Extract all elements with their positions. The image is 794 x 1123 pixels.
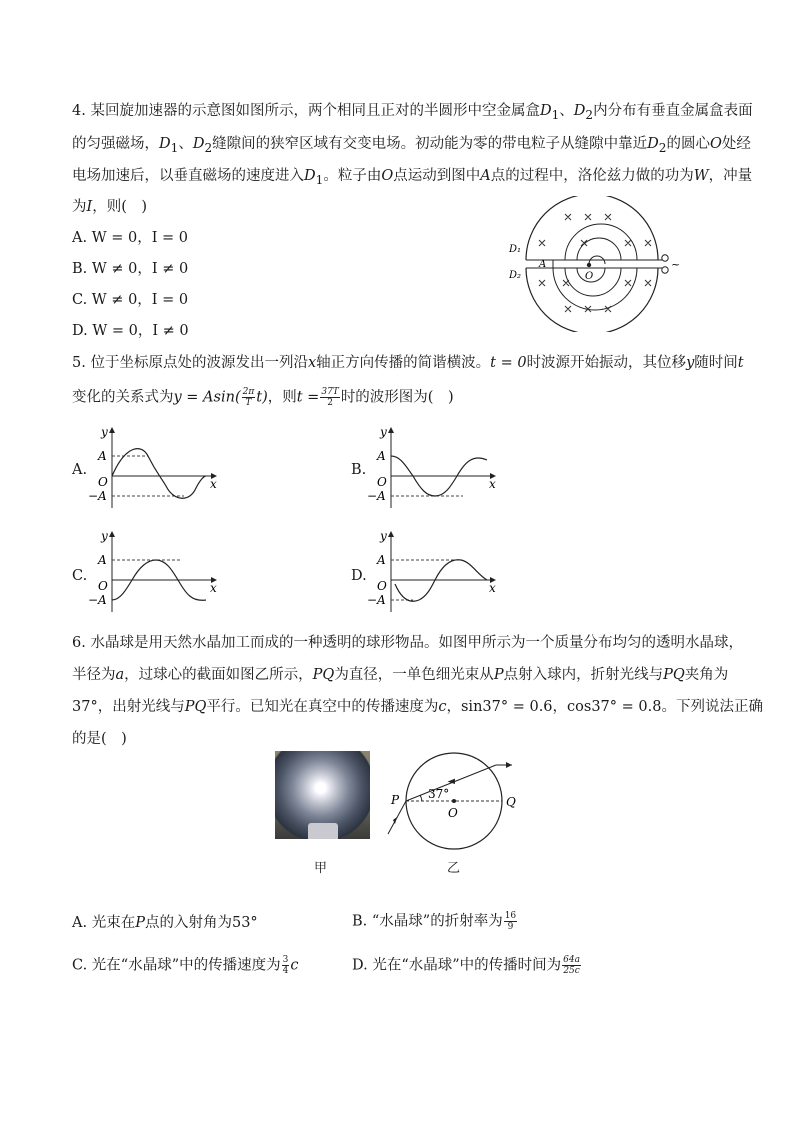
ray-arrow xyxy=(506,762,512,768)
q5-text: 时波源开始振动，其位移 xyxy=(526,355,687,371)
q4-text: 电场加速后，以垂直磁场的速度进入 xyxy=(72,168,304,184)
q4-text: I xyxy=(86,199,93,215)
q4-text: 2 xyxy=(658,140,667,155)
q6-text: a xyxy=(115,667,125,683)
option-text: 64a xyxy=(563,955,580,965)
option-text: P xyxy=(135,915,145,931)
option-text: 25c xyxy=(563,966,580,976)
q4-text: 处经 xyxy=(721,136,751,152)
fraction xyxy=(282,955,290,976)
option-text: W = 0，I ≠ 0 xyxy=(92,323,189,339)
q4-option-a[interactable] xyxy=(72,228,188,248)
option-label: B. xyxy=(72,261,88,277)
q4-text: 2 xyxy=(204,140,213,155)
q5-option-a-label[interactable]: A. xyxy=(72,462,88,478)
point-o-label: O xyxy=(448,806,458,820)
q5-option-c-label[interactable]: C. xyxy=(72,568,88,584)
option-label: A. xyxy=(72,230,88,246)
figure-yi-caption: 乙 xyxy=(447,861,461,876)
photo-stand xyxy=(308,823,338,839)
wave-graph-d[interactable] xyxy=(365,528,505,616)
neg-a-label: −A xyxy=(367,489,386,503)
q4-text: D xyxy=(159,136,171,152)
q6-text: 6. 水晶球是用天然水晶加工而成的一种透明的球形物品。如图甲所示为一个质量分布均匀的透明水晶球， xyxy=(72,635,743,651)
q5-text: t) xyxy=(256,389,268,406)
terminal xyxy=(662,267,668,273)
q5-stem-line1 xyxy=(72,353,744,373)
y-label: y xyxy=(101,529,108,543)
q4-text: 缝隙间的狭窄区域有交变电场。初动能为零的带电粒子从缝隙中靠近 xyxy=(212,136,648,152)
option-label: C. xyxy=(72,292,88,308)
option-text: W ≠ 0，I ≠ 0 xyxy=(91,261,189,277)
q6-text: c xyxy=(438,699,447,715)
q5-text: y = Asin( xyxy=(173,389,241,406)
terminal xyxy=(662,255,668,261)
o-label: O xyxy=(377,579,387,593)
a-label: A xyxy=(98,449,107,463)
q4-text: ，则( ) xyxy=(92,199,148,215)
a-label: A xyxy=(377,449,386,463)
ac-symbol: ~ xyxy=(671,258,681,271)
x-label: x xyxy=(489,581,496,595)
q4-text: 1 xyxy=(551,107,560,122)
q4-stem-line4 xyxy=(72,197,147,217)
angle-arc xyxy=(420,795,422,801)
x-label: x xyxy=(210,477,217,491)
q5-option-d-label[interactable]: D. xyxy=(351,568,367,584)
q6-text: 夹角为 xyxy=(684,667,729,683)
q4-text: O xyxy=(709,136,722,152)
fraction xyxy=(242,387,256,408)
q6-text: 平行。已知光在真空中的传播速度为 xyxy=(206,699,439,715)
y-axis-arrow xyxy=(109,531,115,537)
q5-text: t = xyxy=(296,389,320,406)
q5-text: 变化的关系式为 xyxy=(72,389,174,406)
x-label: x xyxy=(210,581,217,595)
wave-graph-b[interactable] xyxy=(365,424,505,512)
q5-text: 随时间 xyxy=(694,355,738,371)
q6-text: 37°，出射光线与 xyxy=(72,699,185,715)
q5-text: t = 0 xyxy=(490,355,527,371)
option-text: 9 xyxy=(507,922,514,932)
q4-text: D xyxy=(304,168,316,184)
q4-text: D xyxy=(192,136,205,152)
field-crosses xyxy=(539,214,651,312)
wave-curve xyxy=(112,449,206,499)
q5-stem-line2 xyxy=(72,387,454,408)
q6-stem-line4 xyxy=(72,729,127,749)
q5-text: T xyxy=(245,398,252,408)
q4-text: 、 xyxy=(559,103,574,119)
q6-option-a[interactable] xyxy=(72,913,258,933)
q6-text: 点射入球内，折射光线与 xyxy=(503,667,664,683)
q6-text: 半径为 xyxy=(72,667,116,683)
q6-text: ，过球心的截面如图乙所示， xyxy=(124,667,313,683)
y-axis-arrow xyxy=(388,427,394,433)
option-label: D. xyxy=(72,323,88,339)
crystal-ball-photo xyxy=(275,751,370,839)
q5-text: 5. 位于坐标原点处的波源发出一列沿 xyxy=(72,355,308,371)
wave-graph-a[interactable] xyxy=(86,424,226,512)
option-text: c xyxy=(290,957,299,974)
q4-text: 2 xyxy=(585,107,594,122)
q4-stem-line3 xyxy=(72,166,752,190)
option-text: C. 光在“水晶球”中的传播速度为 xyxy=(72,957,281,974)
q4-text: 的匀强磁场， xyxy=(72,136,159,152)
cyclotron-figure xyxy=(505,196,695,332)
q6-option-c[interactable] xyxy=(72,955,298,976)
fraction xyxy=(504,911,517,932)
d2-label: D₂ xyxy=(509,270,522,281)
option-text: 4 xyxy=(282,966,289,976)
figure-jia-caption: 甲 xyxy=(314,861,328,876)
y-label: y xyxy=(380,529,387,543)
fraction xyxy=(320,387,339,408)
q6-option-d[interactable] xyxy=(352,955,582,976)
q4-text: W xyxy=(693,168,709,184)
wave-graph-c[interactable] xyxy=(86,528,226,616)
o-label: O xyxy=(98,579,108,593)
y-label: y xyxy=(380,425,387,439)
q5-text: 2 xyxy=(327,398,333,408)
q4-text: A xyxy=(480,168,491,184)
q6-text: PQ xyxy=(184,699,207,715)
point-a-label: A xyxy=(539,259,547,270)
q5-option-b-label[interactable]: B. xyxy=(351,462,367,478)
q6-text: PQ xyxy=(312,667,335,683)
option-text: 3 xyxy=(282,955,289,965)
q4-text: D xyxy=(539,103,552,119)
y-axis-arrow xyxy=(109,427,115,433)
q4-text: 点的过程中，洛伦兹力做的功为 xyxy=(490,168,694,184)
refracted-ray xyxy=(406,765,496,801)
q4-text: 为 xyxy=(72,199,87,215)
option-text: A. 光束在 xyxy=(72,915,136,931)
q4-text: 4. 某回旋加速器的示意图如图所示，两个相同且正对的半圆形中空金属盒 xyxy=(72,103,540,119)
neg-a-label: −A xyxy=(88,593,107,607)
q6-text: P xyxy=(493,667,504,683)
angle-label: 37° xyxy=(428,787,450,801)
ray-arrow xyxy=(448,779,457,787)
q6-text: ，sin37° = 0.6，cos37° = 0.8。下列说法正确 xyxy=(446,699,763,715)
neg-a-label: −A xyxy=(88,489,107,503)
option-text: W ≠ 0，I = 0 xyxy=(91,292,189,308)
q4-text: D xyxy=(573,103,586,119)
q4-stem-line2 xyxy=(72,134,751,158)
fraction xyxy=(562,955,581,976)
q4-text: 。粒子由 xyxy=(323,168,382,184)
option-text: D. 光在“水晶球”中的传播时间为 xyxy=(352,957,562,974)
d1-label: D₁ xyxy=(509,244,522,255)
q4-text: 点运动到图中 xyxy=(393,168,481,184)
option-text: 53° xyxy=(231,915,258,931)
q5-text: x xyxy=(307,355,317,371)
q5-text: 轴正方向传播的简谐横波。 xyxy=(316,355,491,371)
o-label: O xyxy=(98,475,108,489)
option-text: W = 0，I = 0 xyxy=(91,230,189,246)
d1-outline xyxy=(526,196,658,260)
q4-text: D xyxy=(647,136,659,152)
a-label: A xyxy=(377,553,386,567)
neg-a-label: −A xyxy=(367,593,386,607)
q4-text: 1 xyxy=(315,172,324,187)
q5-text: 2π xyxy=(242,387,255,397)
q6-text: PQ xyxy=(663,667,685,683)
q4-text: 的圆心 xyxy=(666,136,710,152)
x-label: x xyxy=(489,477,496,491)
y-axis-arrow xyxy=(388,531,394,537)
q4-option-c[interactable] xyxy=(72,290,188,310)
q4-text: 1 xyxy=(170,140,179,155)
center-o xyxy=(452,799,456,803)
point-q-label: Q xyxy=(506,795,516,809)
q4-text: 、 xyxy=(178,136,193,152)
q6-stem-line3 xyxy=(72,697,763,717)
option-text: 16 xyxy=(504,911,517,921)
q4-option-d[interactable] xyxy=(72,321,189,341)
o-label: O xyxy=(377,475,387,489)
point-p-label: P xyxy=(391,793,400,807)
y-label: y xyxy=(101,425,108,439)
a-label: A xyxy=(98,553,107,567)
q6-text: 的是( ) xyxy=(72,731,127,747)
q6-stem-line2 xyxy=(72,665,728,685)
refraction-diagram xyxy=(384,750,520,850)
option-text: B. “水晶球”的折射率为 xyxy=(352,913,503,930)
q4-option-b[interactable] xyxy=(72,259,188,279)
q6-stem-line1 xyxy=(72,633,743,653)
q4-text: ，冲量 xyxy=(708,168,753,184)
q4-stem-line1 xyxy=(72,101,753,125)
spiral-path xyxy=(565,224,637,260)
q6-option-b[interactable] xyxy=(352,911,518,932)
q5-text: y xyxy=(686,355,695,371)
q5-text: 37T xyxy=(321,387,339,397)
q6-text: 为直径，一单色细光束从 xyxy=(334,667,494,683)
center-dot xyxy=(587,263,591,267)
q5-text: ，则 xyxy=(267,389,297,406)
q4-text: 内分布有垂直金属盒表面 xyxy=(593,103,753,119)
q5-text: t xyxy=(737,355,744,371)
point-o-label: O xyxy=(585,271,594,282)
q4-text: O xyxy=(381,168,394,184)
q5-text: 时的波形图为( ) xyxy=(340,389,454,406)
option-text: 点的入射角为 xyxy=(144,915,232,931)
